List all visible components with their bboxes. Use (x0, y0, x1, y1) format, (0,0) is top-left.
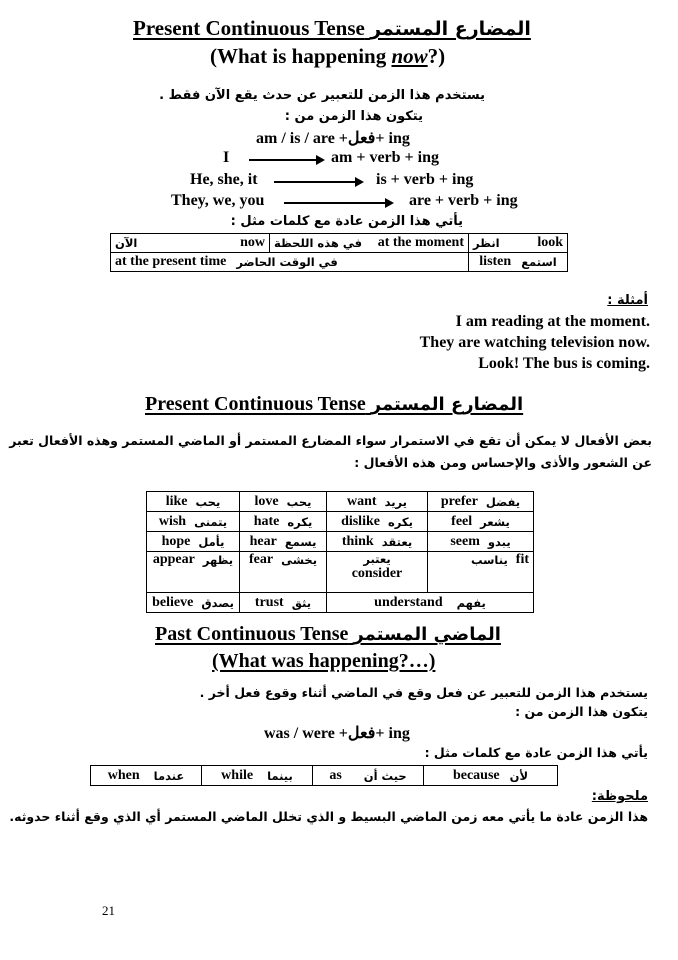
verb-ar: يخشى (281, 553, 318, 567)
verb-cell (240, 512, 327, 532)
title-en: Present Continuous Tense (133, 16, 365, 40)
verb-ar: يأمل (198, 534, 225, 549)
verb-cell (240, 593, 327, 613)
word-en: at the moment (377, 235, 464, 250)
example-1: I am reading at the moment. (455, 313, 650, 330)
word-cell (111, 234, 270, 253)
word-cell (469, 234, 568, 253)
past-time-words-table (90, 765, 558, 786)
verb-en: trust (254, 594, 284, 610)
example-3: Look! The bus is coming. (478, 355, 650, 372)
verb-cell (428, 532, 534, 552)
word-cell (424, 766, 558, 786)
word-en: now (240, 235, 265, 250)
verb-cell (147, 512, 240, 532)
title-ar: الماضي المستمر (353, 624, 501, 645)
verb-en: consider (351, 566, 403, 581)
subtitle-now: now (391, 44, 428, 68)
verb-en: want (347, 493, 377, 509)
word-ar: الآن (115, 236, 138, 250)
verb-en: wish (158, 513, 187, 529)
title-ar: المضارع المستمر (370, 394, 524, 415)
form-intro: يتكون هذا الزمن من : (284, 109, 423, 124)
word-cell (469, 253, 568, 272)
verb-ar: يشعر (480, 514, 510, 529)
verb-en: hope (161, 533, 191, 549)
rule-form-i: am + verb + ing (331, 149, 440, 166)
word-en: because (452, 767, 500, 783)
verb-cell (240, 532, 327, 552)
stative-note-line-1: بعض الأفعال لا يمكن أن تقع في الاستمرار سواء المضارع المستمر أو الماضي المستمر وهذه الأفعال تعبر (9, 433, 652, 448)
verb-cell (147, 532, 240, 552)
title-ar: المضارع المستمر (370, 18, 531, 40)
title-en: Past Continuous Tense (155, 623, 349, 645)
verb-en: hate (253, 513, 280, 529)
verb-ar: يظهر (202, 553, 234, 567)
verb-cell (327, 593, 534, 613)
word-en: look (537, 235, 563, 250)
table-row (147, 593, 534, 613)
stative-verbs-table (146, 491, 534, 613)
table-row (111, 253, 568, 272)
table-row (91, 766, 558, 786)
time-words-table (110, 233, 568, 272)
word-ar: عندما (153, 768, 185, 783)
arrow-icon (249, 159, 323, 161)
word-cell (91, 766, 202, 786)
stative-note-line-2: عن الشعور والأذى والإحساس ومن هذه الأفعال : (354, 455, 652, 470)
verb-cell (428, 512, 534, 532)
section-title-stative (145, 393, 523, 416)
verb-en: dislike (341, 513, 380, 529)
verb-ar: يعتبر (363, 552, 391, 566)
arrow-icon (284, 202, 392, 204)
verb-ar: يعتقد (381, 534, 413, 549)
rule-form-he: is + verb + ing (376, 171, 474, 188)
past-usage: يستخدم هذا الزمن للتعبير عن فعل وقع في الماضي أثناء وقوع فعل أخر . (199, 685, 648, 700)
table-row (147, 532, 534, 552)
arrow-icon (274, 181, 362, 183)
word-cell (270, 234, 469, 253)
table-row (111, 234, 568, 253)
verb-cell (327, 512, 428, 532)
verb-en: feel (451, 513, 473, 529)
word-ar: حيث أن (363, 768, 407, 783)
word-en: while (221, 767, 254, 783)
word-ar: في هذه اللحظة (274, 236, 362, 250)
word-ar: انظر (473, 236, 500, 250)
past-words-intro: يأتي هذا الزمن عادة مع كلمات مثل : (424, 745, 648, 760)
word-cell (111, 253, 469, 272)
word-ar: استمع (521, 255, 557, 269)
verb-cell (147, 492, 240, 512)
rule-form-they: are + verb + ing (409, 192, 518, 209)
verb-ar: يحب (286, 494, 312, 509)
verb-en: love (254, 493, 279, 509)
usage-text: يستخدم هذا الزمن للتعبير عن حدث يقع الآن فقط . (159, 88, 485, 103)
verb-en: hear (249, 533, 277, 549)
note-label: ملحوظة: (591, 789, 648, 804)
verb-en: fear (248, 552, 274, 567)
verb-ar: يناسب (470, 553, 508, 567)
verb-cell (327, 532, 428, 552)
verb-ar: يصدق (201, 595, 234, 610)
word-ar: في الوقت الحاضر (236, 255, 338, 269)
verb-en: fit (515, 552, 529, 567)
verb-cell (428, 552, 534, 593)
word-en: at the present time (115, 254, 227, 269)
example-2: They are watching television now. (419, 334, 650, 351)
title-en: Present Continuous Tense (145, 393, 366, 415)
page-number: 21 (102, 903, 115, 918)
verb-ar: يفضل (485, 494, 521, 509)
verb-en: appear (152, 552, 195, 567)
verb-en: think (341, 533, 374, 549)
verb-ar: يكره (287, 514, 313, 529)
word-ar: لأن (509, 768, 529, 783)
verb-cell (327, 492, 428, 512)
verb-en: prefer (440, 493, 478, 509)
subtitle-end: ?) (427, 44, 446, 68)
table-row (147, 552, 534, 593)
words-intro: يأتي هذا الزمن عادة مع كلمات مثل : (230, 214, 463, 229)
verb-cell (240, 492, 327, 512)
word-cell (313, 766, 424, 786)
verb-cell (240, 552, 327, 593)
past-formula: was / were +فعل+ ing (264, 725, 410, 742)
word-ar: بينما (267, 768, 293, 783)
section-title-present-continuous (133, 16, 531, 41)
word-en: when (107, 767, 140, 783)
verb-ar: يتمنى (194, 514, 228, 529)
verb-cell (327, 552, 428, 593)
word-en: as (329, 767, 342, 783)
word-en: listen (479, 254, 512, 269)
verb-ar: يسمع (284, 534, 317, 549)
table-row (147, 512, 534, 532)
verb-ar: يبدو (487, 534, 511, 549)
section-subtitle (210, 44, 445, 69)
verb-en: like (165, 493, 188, 509)
subtitle-text: (What is happening (210, 44, 392, 68)
verb-en: seem (450, 533, 480, 549)
verb-cell (147, 552, 240, 593)
verb-ar: يفهم (456, 595, 486, 610)
table-row (147, 492, 534, 512)
verb-ar: يكره (387, 514, 413, 529)
verb-cell (428, 492, 534, 512)
note-text: هذا الزمن عادة ما يأتي معه زمن الماضي البسيط و الذي تخلل الماضي المستمر أي الذي وقع أثناء حدوثه. (9, 809, 648, 824)
verb-ar: يريد (384, 494, 407, 509)
verb-en: believe (152, 594, 194, 610)
rule-subject-i: I (223, 149, 230, 166)
past-subtitle: (What was happening?…) (212, 650, 436, 672)
past-form-intro: يتكون هذا الزمن من : (515, 704, 648, 719)
rule-subject-he: He, she, it (190, 171, 258, 188)
verb-ar: يثق (291, 595, 312, 610)
verb-en: understand (374, 594, 443, 610)
verb-ar: يحب (195, 494, 221, 509)
section-title-past-continuous (155, 623, 501, 646)
word-cell (202, 766, 313, 786)
verb-cell (147, 593, 240, 613)
rule-subject-they: They, we, you (171, 192, 265, 209)
formula: am / is / are +فعل+ ing (256, 130, 410, 147)
examples-label: أمثلة : (607, 293, 648, 308)
